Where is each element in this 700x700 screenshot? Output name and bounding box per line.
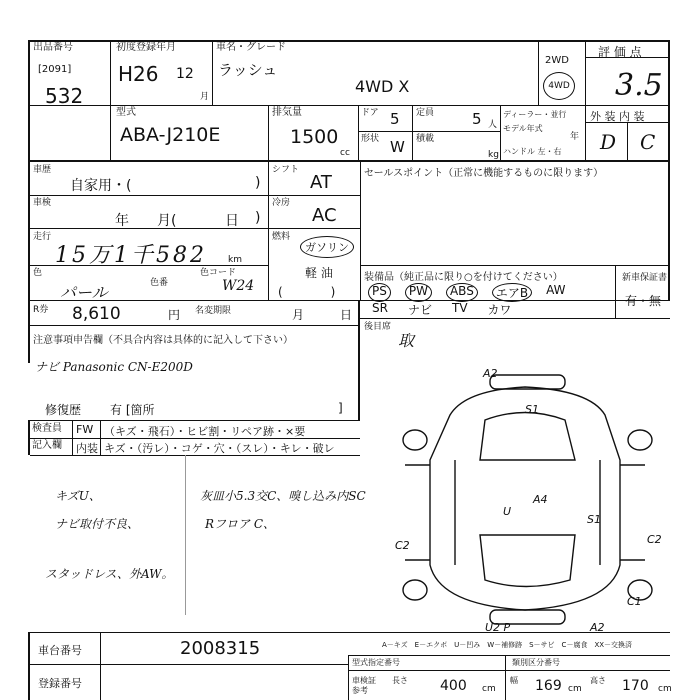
fuel-label: 燃料	[272, 232, 291, 242]
damage-mark: A4	[533, 493, 548, 506]
entry-label: 記入欄	[32, 440, 62, 451]
equipment-row-2	[372, 301, 512, 318]
first-registration-label: 初度登録年月	[116, 42, 176, 53]
inspector-comment-4: 灰皿小5.3交C、嗅し込み内SC	[200, 489, 366, 503]
width-value: 169	[535, 678, 562, 694]
recycle-value: 8,610	[72, 304, 121, 324]
damage-mark: U	[503, 505, 512, 518]
equipment-item: カワ	[487, 303, 512, 317]
seats-value: 5	[472, 110, 482, 128]
damage-mark: A2	[590, 621, 605, 634]
mileage-label: 走行	[33, 232, 52, 242]
shape-value: W	[390, 138, 405, 156]
damage-legend: A－キズ E－エクボ U－凹み W－補修跡 S－サビ C－腐食 XX－交換済	[382, 641, 633, 649]
damage-mark: S1	[587, 513, 601, 526]
mileage-unit: km	[228, 255, 242, 265]
inspection-day: 日	[225, 213, 239, 229]
damage-mark: C1	[627, 595, 642, 608]
exterior-grade: D	[600, 130, 617, 154]
equipment-item: ABS	[446, 283, 478, 302]
length-value: 400	[440, 678, 467, 694]
warranty-label: 新車保証書	[622, 273, 668, 283]
recycle-label: R券	[33, 305, 49, 315]
recycle-unit: 円	[168, 308, 181, 322]
name-change-deadline-label: 名変期限	[195, 306, 232, 316]
damage-mark: C2	[647, 533, 662, 546]
fw-label: FW	[76, 423, 94, 436]
interior-label: 内装	[76, 442, 98, 455]
dealer-label: ディーラー・並行	[503, 110, 567, 119]
warranty-value: 有・無	[625, 294, 662, 308]
equipment-item: エアB	[492, 283, 532, 302]
inspector-comment-1: キズU、	[55, 489, 101, 503]
displacement-value: 1500	[290, 126, 339, 148]
model-label: 型式	[116, 107, 136, 118]
door-label: ドア	[361, 108, 379, 118]
usage-label: 車歴	[33, 165, 52, 175]
height-label: 高さ	[590, 676, 606, 685]
repair-close: ]	[338, 401, 343, 415]
height-unit: cm	[658, 684, 672, 694]
ac-value: AC	[312, 205, 337, 226]
drive-4wd-circled: 4WD	[543, 72, 575, 100]
car-grade: 4WD X	[355, 77, 410, 96]
shift-label: シフト	[272, 165, 300, 175]
interior-options: キズ・（汚レ）・コゲ・穴・（スレ）・キレ・破レ	[104, 442, 335, 455]
lot-number-label: 出品番号	[33, 42, 73, 53]
shape-label: 形状	[361, 134, 380, 144]
handle-label: ハンドル 左・右	[503, 147, 562, 156]
width-label: 幅	[510, 676, 518, 685]
equipment-item: SR	[372, 301, 388, 315]
length-label: 長さ	[392, 676, 408, 685]
report-text: ナビ Panasonic CN-E200D	[35, 360, 193, 374]
interior-grade: C	[640, 130, 656, 154]
chassis-label: 車台番号	[38, 644, 82, 657]
fuel-gasoline-circled: ガソリン	[300, 236, 354, 258]
repair-text: 有 [箇所	[110, 403, 155, 417]
month-unit: 月	[200, 92, 210, 102]
inspection-label: 車検	[33, 198, 52, 208]
type-number-label: 型式指定番号	[352, 658, 400, 667]
model-value: ABA-J210E	[120, 124, 221, 146]
drive-2wd-label: 2WD	[545, 55, 569, 66]
lot-code: [2091]	[38, 64, 72, 75]
repair-label: 修復歴	[45, 403, 82, 417]
fuel-other: ( )	[278, 285, 336, 299]
score-value: 3.5	[615, 68, 663, 103]
exterior-interior-label: 外 装 内 装	[590, 110, 645, 123]
inspector-comment-3: スタッドレス、外AW。	[45, 567, 174, 581]
equipment-item: PW	[405, 283, 432, 302]
cc-unit: cc	[340, 148, 350, 158]
equipment-item: ナビ	[407, 303, 432, 317]
load-unit: kg	[488, 150, 499, 160]
damage-mark: C2	[395, 539, 410, 552]
displacement-label: 排気量	[272, 107, 302, 118]
seats-unit: 人	[488, 120, 498, 130]
inspector-label: 検査員	[32, 423, 62, 434]
mileage-value: 15万1千582	[55, 243, 207, 268]
width-unit: cm	[568, 684, 582, 694]
inspector-comment-2: ナビ取付不良、	[55, 517, 140, 531]
chassis-value: 2008315	[180, 638, 261, 659]
seats-label: 定員	[416, 108, 435, 118]
name-change-month: 月	[292, 308, 305, 322]
color-code-label: 色コード	[200, 268, 237, 278]
inspection-value: 年 月(	[115, 213, 177, 229]
equipment-label: 装備品（純正品に限り○を付けてください）	[364, 272, 563, 283]
height-value: 170	[622, 678, 649, 694]
rear-seat-label: 後目席	[364, 322, 392, 332]
length-unit: cm	[482, 684, 496, 694]
registration-label: 登録番号	[38, 677, 82, 690]
load-label: 積載	[416, 134, 435, 144]
exterior-options: （キズ・飛石）・ヒビ割・リペア跡・×要	[104, 425, 306, 438]
usage-close: )	[255, 175, 261, 191]
first-registration-year: H26	[118, 62, 159, 86]
color-number-label: 色番	[150, 278, 169, 288]
car-damage-diagram	[395, 365, 670, 635]
color-label: 色	[33, 268, 43, 278]
damage-mark: A2	[483, 367, 498, 380]
inspection-close: )	[255, 210, 261, 226]
class-number-label: 類別区分番号	[512, 658, 560, 667]
door-value: 5	[390, 110, 400, 128]
color-code-value: W24	[222, 278, 255, 294]
damage-mark: U2 P	[485, 621, 511, 634]
car-name-label: 車名・グレード	[216, 42, 286, 53]
rear-seat-value: 取	[398, 331, 415, 350]
damage-mark: S1	[525, 403, 539, 416]
equipment-item: AW	[546, 283, 566, 297]
fuel-diesel: 軽 油	[305, 266, 333, 280]
equipment-row-1	[368, 283, 565, 302]
year-unit: 年	[570, 132, 580, 142]
first-registration-month: 12	[176, 66, 194, 82]
report-label: 注意事項申告欄（不具合内容は具体的に記入して下さい）	[33, 335, 293, 346]
shift-value: AT	[310, 172, 332, 193]
equipment-item: PS	[368, 283, 391, 302]
score-label: 評 価 点	[598, 45, 642, 59]
sales-point-label: セールスポイント（正常に機能するものに限ります）	[364, 168, 604, 179]
model-year-label: モデル年式	[503, 124, 543, 133]
inspector-comment-5: Rフロア C、	[205, 517, 276, 531]
color-value: パール	[60, 283, 108, 302]
car-name: ラッシュ	[218, 61, 278, 79]
name-change-day: 日	[340, 308, 353, 322]
ac-label: 冷房	[272, 198, 291, 208]
lot-number: 532	[45, 84, 84, 108]
equipment-item: TV	[451, 301, 468, 315]
usage-value: 自家用・(	[70, 178, 132, 194]
spec-label: 車検証参考	[352, 676, 376, 695]
